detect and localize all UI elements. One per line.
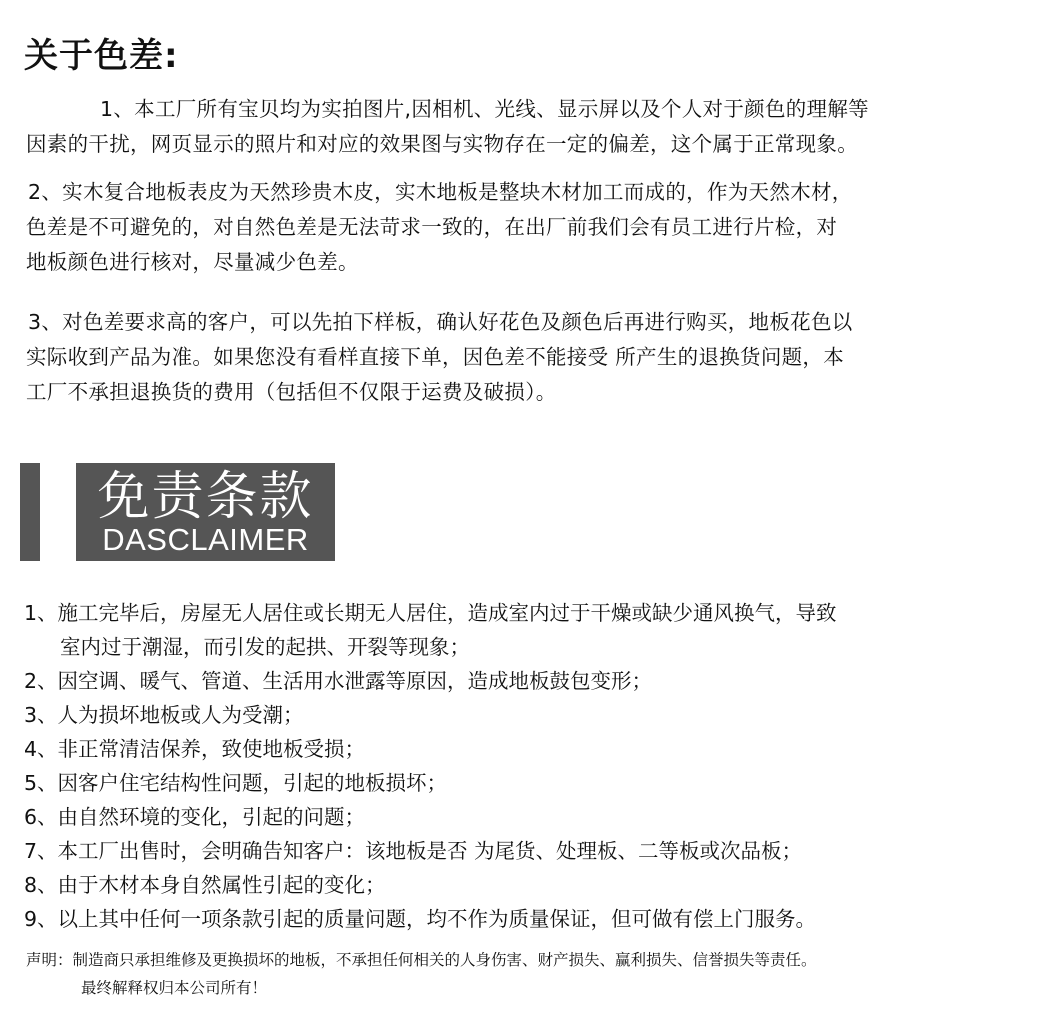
color-diff-paragraph-2: [26, 175, 1036, 280]
text-line: 工厂不承担退换货的费用（包括但不仅限于运费及破损）。: [26, 380, 557, 404]
text-line: 因素的干扰，网页显示的照片和对应的效果图与实物存在一定的偏差，这个属于正常现象。: [26, 132, 858, 156]
statement-line: 最终解释权归本公司所有！: [81, 979, 268, 997]
statement-note: [26, 946, 1046, 1002]
statement-line: 声明：制造商只承担维修及更换损坏的地板，不承担任何相关的人身伤害、财产损失、赢利损失、信誉损失等责任。: [26, 951, 817, 969]
color-diff-paragraph-1: [26, 92, 1036, 162]
text-line: 1、本工厂所有宝贝均为实拍图片,因相机、光线、显示屏以及个人对于颜色的理解等: [100, 97, 869, 121]
list-item: 1、施工完毕后，房屋无人居住或长期无人居住，造成室内过于干燥或缺少通风换气，导致: [24, 601, 837, 625]
disclaimer-banner: [76, 463, 335, 561]
banner-title-en: DASCLAIMER: [102, 522, 309, 557]
color-diff-paragraph-3: [26, 305, 1036, 410]
list-item: 7、本工厂出售时，会明确告知客户：该地板是否 为尾货、处理板、二等板或次品板；: [24, 839, 803, 863]
text-line: 2、实木复合地板表皮为天然珍贵木皮，实木地板是整块木材加工而成的，作为天然木材，: [28, 180, 853, 204]
text-line: 实际收到产品为准。如果您没有看样直接下单，因色差不能接受 所产生的退换货问题，本: [26, 345, 845, 369]
page-title: 关于色差:: [24, 36, 179, 76]
disclaimer-list: [24, 596, 1049, 936]
list-item: 2、因空调、暖气、管道、生活用水泄露等原因，造成地板鼓包变形；: [24, 669, 653, 693]
list-item-continuation: 室内过于潮湿，而引发的起拱、开裂等现象；: [60, 635, 470, 659]
list-item: 3、人为损坏地板或人为受潮；: [24, 703, 304, 727]
text-line: 地板颜色进行核对，尽量减少色差。: [26, 250, 359, 274]
list-item: 6、由自然环境的变化，引起的问题；: [24, 805, 366, 829]
section-accent-bar: [20, 463, 40, 561]
text-line: 色差是不可避免的，对自然色差是无法苛求一致的，在出厂前我们会有员工进行片检，对: [26, 215, 838, 239]
list-item: 4、非正常清洁保养，致使地板受损；: [24, 737, 366, 761]
list-item: 5、因客户住宅结构性问题，引起的地板损坏；: [24, 771, 448, 795]
list-item: 9、以上其中任何一项条款引起的质量问题，均不作为质量保证，但可做有偿上门服务。: [24, 907, 817, 931]
list-item: 8、由于木材本身自然属性引起的变化；: [24, 873, 386, 897]
text-line: 3、对色差要求高的客户，可以先拍下样板，确认好花色及颜色后再进行购买，地板花色以: [28, 310, 853, 334]
banner-title-cn: 免责条款: [97, 467, 314, 527]
